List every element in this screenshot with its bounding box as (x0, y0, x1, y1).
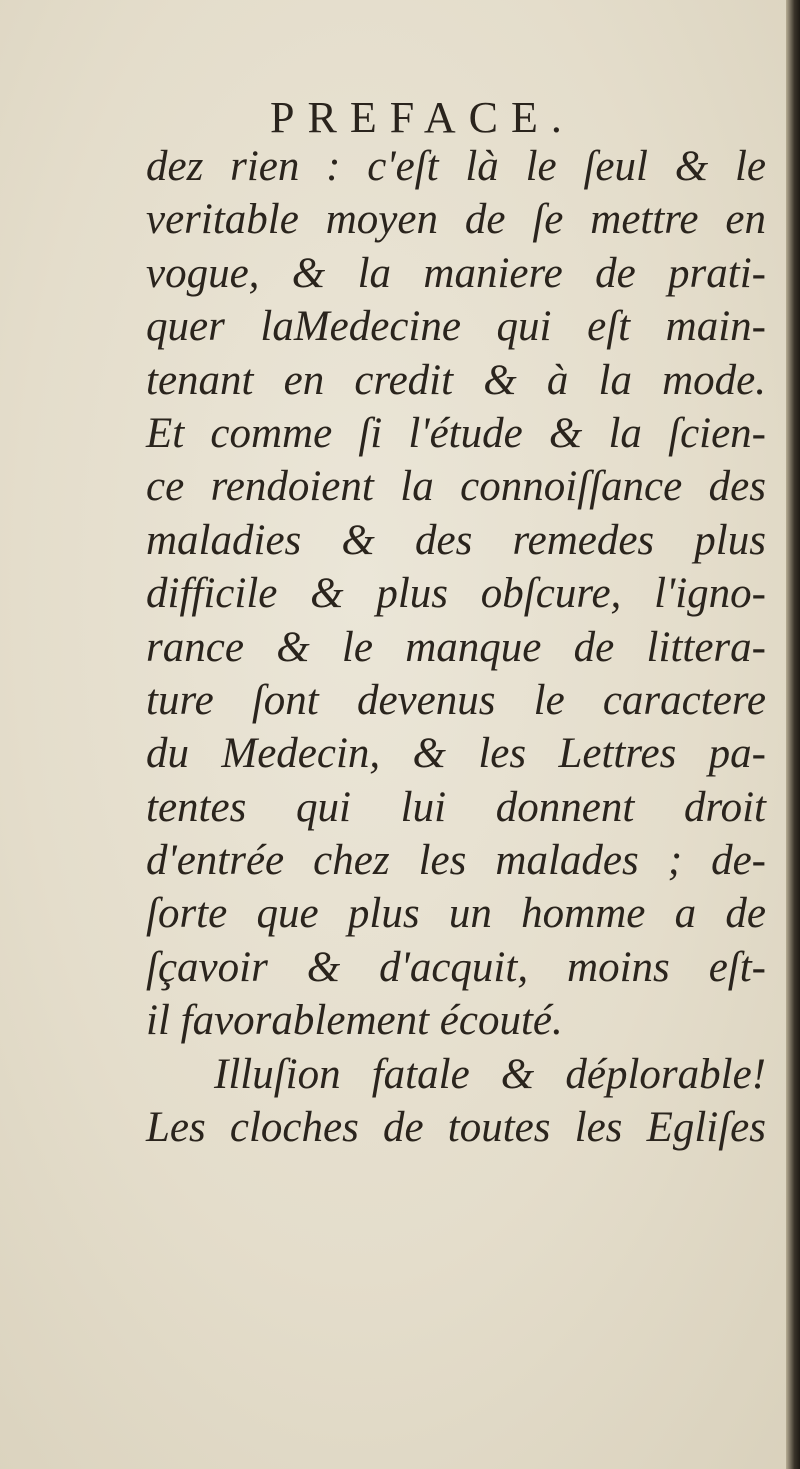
text-line: d'entrée chez les malades ; de- (146, 837, 766, 885)
text-line: dez rien : c'eſt là le ſeul & le (146, 143, 766, 190)
text-line: ce rendoient la connoiſſance des (146, 463, 766, 511)
text-line: ſçavoir & d'acquit, moins eſt- (146, 943, 766, 991)
text-line: difficile & plus obſcure, l'igno- (146, 570, 766, 618)
text-line: rance & le manque de littera- (146, 623, 766, 671)
text-line: tentes qui lui donnent droit (146, 783, 766, 831)
text-line: veritable moyen de ſe mettre en (146, 196, 766, 244)
text-line: ture ſont devenus le caractere (146, 676, 766, 724)
text-line: ſorte que plus un homme a de (146, 890, 766, 938)
text-line: Les cloches de toutes les Egliſes (146, 1104, 766, 1152)
text-line: Illuſion fatale & déplorable! (214, 1050, 766, 1098)
text-line: quer laMedecine qui eſt main- (146, 303, 766, 351)
text-line: vogue, & la maniere de prati- (146, 249, 766, 297)
page-binding-edge (786, 0, 800, 1469)
text-line: Et comme ſi l'étude & la ſcien- (146, 409, 766, 457)
text-line: tenant en credit & à la mode. (146, 356, 766, 404)
text-line: maladies & des remedes plus (146, 516, 766, 564)
running-head: PREFACE. (270, 93, 575, 142)
text-line: du Medecin, & les Lettres pa- (146, 730, 766, 778)
text-line: il favorablement écouté. (146, 997, 563, 1045)
body-text (146, 140, 766, 1154)
